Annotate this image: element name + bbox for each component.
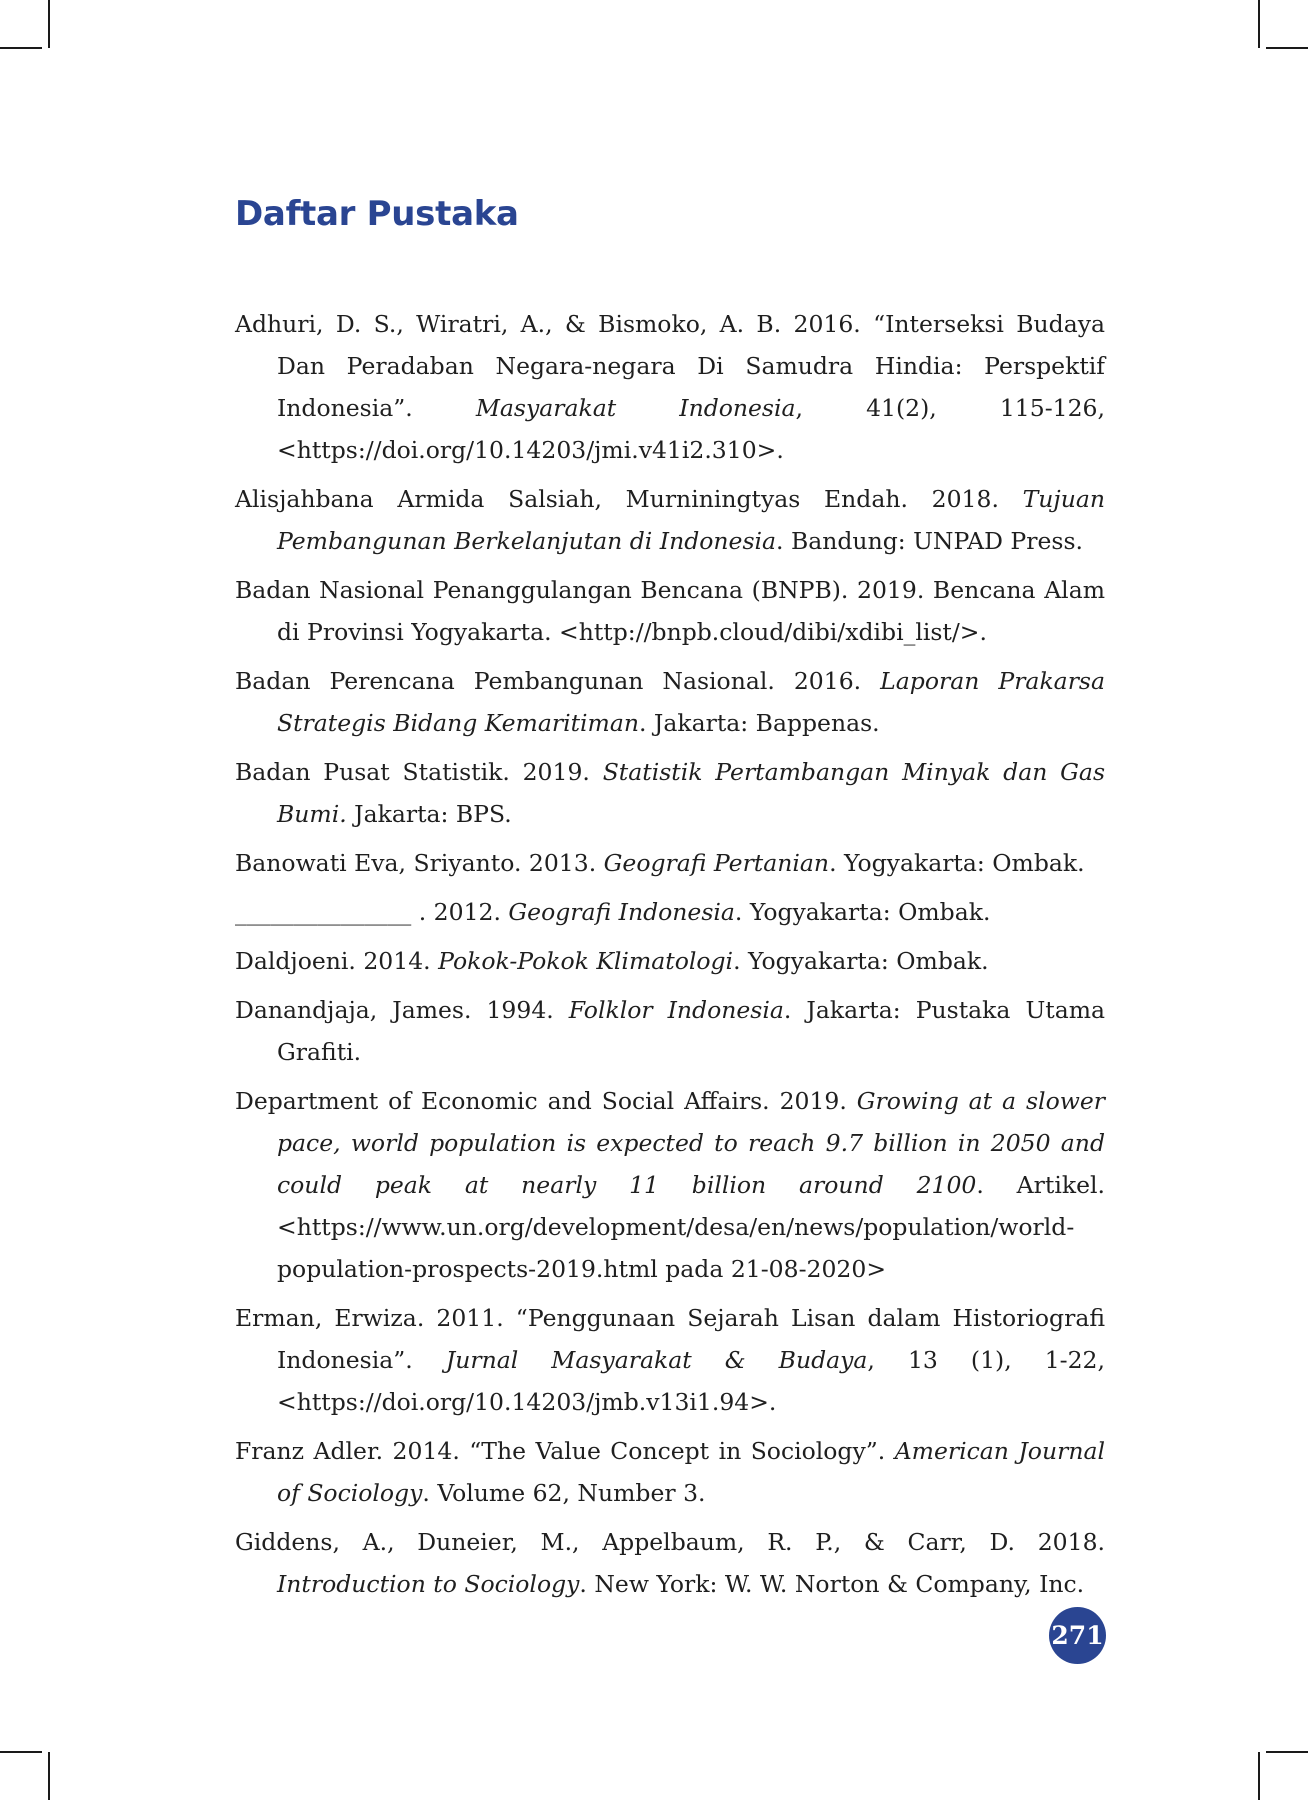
reference-title-italic: Folklor Indonesia (568, 996, 784, 1024)
reference-text: Jakarta: BPS. (346, 800, 512, 828)
page-title: Daftar Pustaka (235, 194, 519, 234)
crop-mark-bottom-left-vertical (48, 1752, 50, 1800)
reference-text: Erman, Erwiza. 2011. “Penggunaan Sejarah Lisan dalam Historiografi Indonesia”. (235, 1304, 1105, 1374)
reference-title-italic: Statistik Pertambangan Minyak dan Gas Bumi. (277, 758, 1106, 828)
reference-text: Department of Economic and Social Affairs. 2019. (235, 1087, 857, 1115)
reference-entry (235, 940, 1105, 982)
reference-text: , 41(2), 115-126, <https://doi.org/10.14203/jmi.v41i2.310>. (277, 394, 1105, 464)
reference-text: Franz Adler. 2014. “The Value Concept in Sociology”. (235, 1437, 895, 1465)
reference-list (235, 303, 1105, 1612)
reference-entry (235, 751, 1105, 835)
crop-mark-top-right-horizontal (1266, 47, 1308, 49)
reference-entry (235, 1080, 1105, 1290)
reference-text: , 13 (1), 1-22, <https://doi.org/10.14203/jmb.v13i1.94>. (277, 1346, 1105, 1416)
reference-text: Adhuri, D. S., Wiratri, A., & Bismoko, A. B. 2016. “Interseksi Budaya Dan Peradaban Negara-negara Di Samudra Hindia: Perspektif Indonesia”. (235, 310, 1105, 422)
reference-text: . Bandung: UNPAD Press. (776, 527, 1083, 555)
reference-title-italic: Geografi Indonesia (508, 898, 735, 926)
reference-text: . Volume 62, Number 3. (422, 1479, 706, 1507)
reference-entry (235, 989, 1105, 1073)
reference-title-italic: Introduction to Sociology (277, 1570, 580, 1598)
reference-entry (235, 1521, 1105, 1605)
reference-text: . Yogyakarta: Ombak. (829, 849, 1085, 877)
crop-mark-bottom-right-vertical (1258, 1752, 1260, 1800)
reference-entry (235, 478, 1105, 562)
crop-mark-bottom-right-horizontal (1266, 1751, 1308, 1753)
reference-entry (235, 303, 1105, 471)
crop-mark-top-left-vertical (48, 0, 50, 48)
crop-mark-bottom-left-horizontal (0, 1751, 42, 1753)
reference-entry (235, 569, 1105, 653)
reference-title-italic: Growing at a slower pace, world population is expected to reach 9.7 billion in 2050 and could peak at nearly 11 billion around 2100 (277, 1087, 1105, 1199)
reference-text: Giddens, A., Duneier, M., Appelbaum, R. P., & Carr, D. 2018. (235, 1528, 1105, 1556)
reference-text: _______________ . 2012. (235, 898, 509, 926)
reference-text: Alisjahbana Armida Salsiah, Murniningtyas Endah. 2018. (235, 485, 1023, 513)
reference-entry (235, 1297, 1105, 1423)
reference-text: . Jakarta: Pustaka Utama Grafiti. (277, 996, 1106, 1066)
reference-text: Badan Perencana Pembangunan Nasional. 2016. (235, 667, 881, 695)
reference-entry (235, 842, 1105, 884)
crop-mark-top-left-horizontal (0, 47, 42, 49)
reference-text: . Yogyakarta: Ombak. (733, 947, 989, 975)
reference-entry (235, 1430, 1105, 1514)
reference-text: . New York: W. W. Norton & Company, Inc. (579, 1570, 1085, 1598)
reference-title-italic: Pokok-Pokok Klimatologi (438, 947, 734, 975)
reference-text: Badan Nasional Penanggulangan Bencana (BNPB). 2019. Bencana Alam di Provinsi Yogyakarta. <http://bnpb.cloud/dibi/xdibi_list/>. (235, 576, 1105, 646)
page-number-badge: 271 (1049, 1607, 1106, 1664)
reference-text: Banowati Eva, Sriyanto. 2013. (235, 849, 604, 877)
reference-title-italic: Laporan Prakarsa Strategis Bidang Kemaritiman (277, 667, 1105, 737)
reference-title-italic: Masyarakat Indonesia (475, 394, 796, 422)
reference-entry (235, 891, 1105, 933)
reference-title-italic: Tujuan Pembangunan Berkelanjutan di Indonesia (277, 485, 1105, 555)
reference-text: . Jakarta: Bappenas. (638, 709, 880, 737)
reference-text: Danandjaja, James. 1994. (235, 996, 569, 1024)
crop-mark-top-right-vertical (1258, 0, 1260, 48)
reference-title-italic: American Journal of Sociology (277, 1437, 1105, 1507)
reference-text: Daldjoeni. 2014. (235, 947, 439, 975)
reference-text: Badan Pusat Statistik. 2019. (235, 758, 603, 786)
reference-title-italic: Geografi Pertanian (603, 849, 830, 877)
reference-text: . Artikel. <https://www.un.org/development/desa/en/news/population/world- population-prospects-2019.html pada 21-08-2020> (277, 1171, 1105, 1283)
reference-title-italic: Jurnal Masyarakat & Budaya (445, 1346, 868, 1374)
reference-text: . Yogyakarta: Ombak. (734, 898, 991, 926)
reference-entry (235, 660, 1105, 744)
